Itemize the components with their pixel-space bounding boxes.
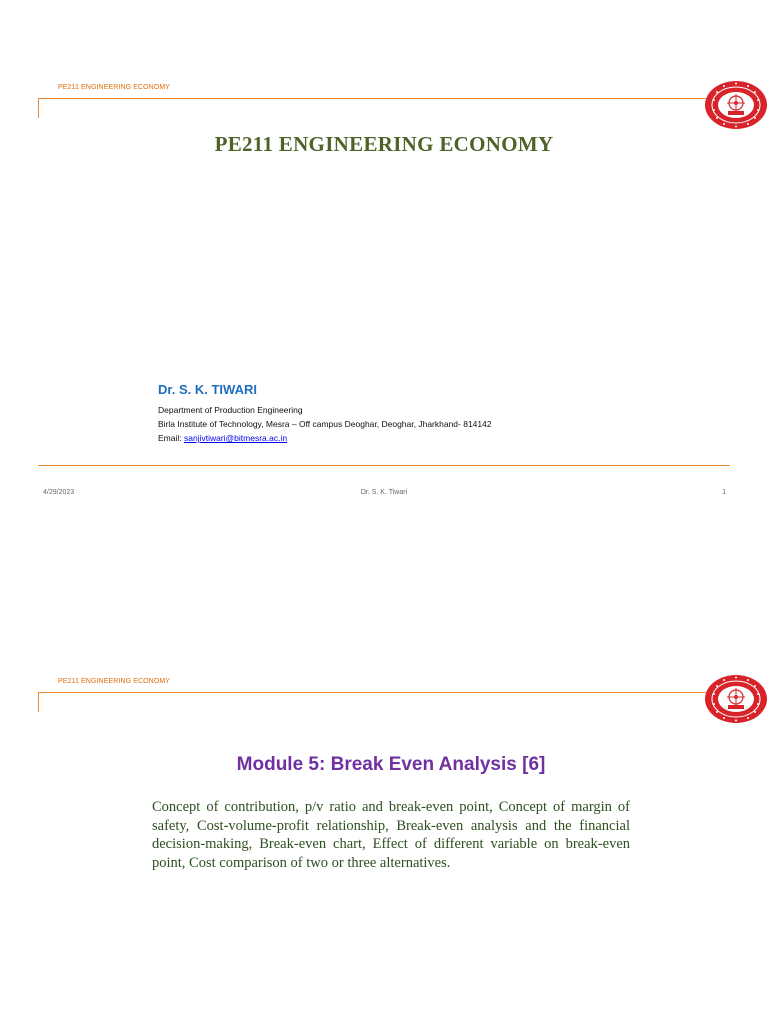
- institute-seal-icon: [704, 80, 768, 130]
- slide-2: [0, 594, 768, 1024]
- institute-seal-icon: [704, 674, 768, 724]
- header-label: PE211 ENGINEERING ECONOMY: [58, 84, 171, 91]
- footer-page-number: 1: [722, 489, 726, 496]
- header-rule: [38, 98, 706, 99]
- header-rule: [38, 692, 706, 693]
- author-block: [158, 382, 492, 445]
- email-label: Email:: [158, 433, 184, 443]
- footer-date: 4/29/2023: [43, 489, 75, 496]
- module-description: Concept of contribution, p/v ratio and break-even point, Concept of margin of safety, Cost-volume-profit relationship, Break-even analysis and the financial decision-making, Break-even chart, Effect of different variable on break-even point, Cost comparison of two or three alternatives.: [152, 799, 630, 871]
- header-rule-tick: [38, 692, 39, 712]
- slide-title: PE211 ENGINEERING ECONOMY: [214, 132, 554, 156]
- author-institute: Birla Institute of Technology, Mesra – Off campus Deoghar, Deoghar, Jharkhand- 814142: [158, 419, 492, 429]
- author-name: Dr. S. K. TIWARI: [158, 382, 257, 397]
- footer-author: Dr. S. K. Tiwari: [360, 489, 408, 496]
- email-link[interactable]: sanjivtiwari@bitmesra.ac.in: [183, 433, 288, 443]
- author-department: Department of Production Engineering: [158, 405, 303, 415]
- module-title: Module 5: Break Even Analysis [6]: [236, 754, 546, 775]
- footer-rule: [38, 465, 730, 466]
- header-label: PE211 ENGINEERING ECONOMY: [58, 678, 171, 685]
- author-email-line: [158, 431, 492, 445]
- header-rule-tick: [38, 98, 39, 118]
